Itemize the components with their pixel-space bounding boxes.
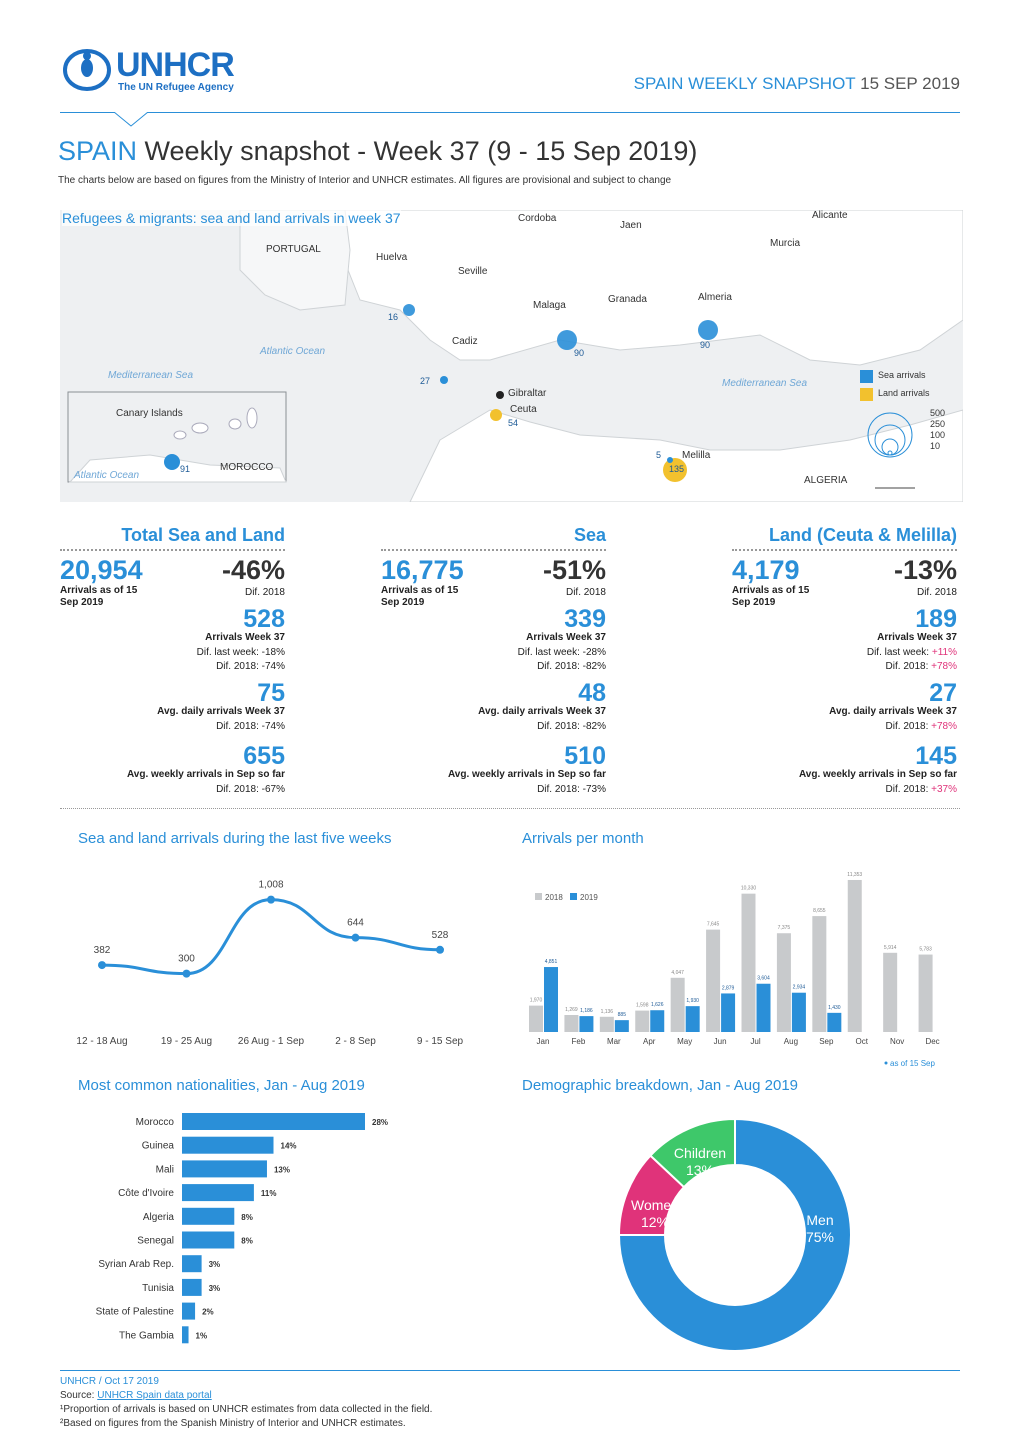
stats-divider (60, 808, 960, 809)
map-place-label: Huelva (376, 252, 408, 263)
map-place-label: Granada (608, 294, 647, 305)
line-series (102, 900, 440, 974)
map-scale-label: 100 (930, 430, 946, 440)
nationality-bar (182, 1232, 234, 1249)
sea-avg-weekly: 510 (564, 742, 606, 770)
nationality-bar (182, 1113, 365, 1130)
stats-total (60, 525, 285, 800)
title-country: SPAIN (58, 136, 138, 166)
map-scale-label: 10 (930, 441, 941, 451)
bar-2018 (564, 1015, 578, 1032)
nationality-bar (182, 1160, 267, 1177)
map-place-label: Mediterranean Sea (108, 370, 194, 381)
map-value-label: 54 (508, 418, 519, 428)
map-scale-label: 250 (930, 419, 946, 429)
sea-title: Sea (573, 525, 606, 545)
bar-2019 (721, 993, 735, 1032)
footer-note1: ¹Proportion of arrivals is based on UNHCR estimates from data collected in the field. (60, 1404, 433, 1415)
sea-week: 339 (564, 605, 606, 633)
total-week-dif-2018: Dif. 2018: -74% (216, 661, 285, 672)
nationality-bar (182, 1137, 274, 1154)
bar-data-label: 2,934 (792, 984, 806, 991)
legend-2019-swatch (570, 893, 577, 900)
bar-2019 (827, 1013, 841, 1032)
bar-data-label: 7,645 (706, 921, 720, 928)
bar-2018 (635, 1011, 649, 1032)
snapshot-date: 15 SEP 2019 (860, 74, 960, 93)
bar-x-tick: Aug (783, 1037, 799, 1046)
land-diff-label: Dif. 2018 (916, 587, 957, 598)
sea-week-dif-last: Dif. last week: -28% (517, 647, 606, 658)
map-place-label: Cordoba (518, 213, 557, 224)
bar-x-tick: Feb (571, 1037, 586, 1046)
line-x-tick: 2 - 8 Sep (335, 1036, 376, 1047)
map-place-label: Seville (458, 266, 488, 277)
bar-x-tick: May (677, 1037, 693, 1046)
bar-data-label: 1,970 (529, 997, 543, 1004)
map-place-label: Gibraltar (508, 388, 547, 399)
map-place-label: Murcia (770, 238, 801, 249)
land-week-dif-2018: Dif. 2018: +78% (885, 661, 957, 672)
total-title: Total Sea and Land (121, 525, 285, 545)
map-legend-label: Sea arrivals (878, 370, 926, 380)
total-avg-daily-label: Avg. daily arrivals Week 37 (157, 706, 285, 717)
nationality-value: 3% (208, 1283, 221, 1293)
bar-x-tick: Apr (643, 1037, 656, 1046)
nationality-value: 3% (208, 1260, 221, 1270)
bar-x-tick: Jun (713, 1037, 727, 1046)
land-week: 189 (915, 605, 957, 633)
bar-x-tick: Oct (855, 1037, 868, 1046)
line-x-tick: 26 Aug - 1 Sep (237, 1036, 305, 1047)
bar-data-label: 1,598 (635, 1002, 649, 1009)
map-title: Refugees & migrants: sea and land arrivals in week 37 (62, 210, 401, 226)
nationality-label: Côte d'Ivoire (118, 1188, 174, 1200)
map-place-label: Melilla (682, 450, 711, 461)
nationality-label: Algeria (142, 1211, 174, 1223)
page-title (58, 136, 697, 167)
nationality-value: 8% (241, 1212, 253, 1222)
map-place-label: Almeria (698, 292, 732, 303)
header-notch-icon (114, 112, 148, 128)
sea-avg-daily-label: Avg. daily arrivals Week 37 (478, 706, 606, 717)
bar-2018 (848, 880, 862, 1032)
nationality-value: 14% (280, 1141, 297, 1151)
bar-data-label: 8,655 (813, 908, 826, 915)
nationality-label: Morocco (135, 1117, 174, 1128)
map-value-label: 27 (420, 376, 431, 386)
bar-2019 (792, 993, 806, 1032)
nationality-bar (182, 1255, 202, 1272)
bar-chart-title: Arrivals per month (522, 830, 644, 847)
unhcr-emblem-icon (60, 46, 114, 92)
total-avg-weekly-label: Avg. weekly arrivals in Sep so far (126, 769, 285, 780)
bar-2019 (686, 1006, 700, 1032)
bar-x-tick: Dec (925, 1037, 940, 1046)
bar-x-tick: Jan (536, 1037, 550, 1046)
bar-data-label: 2,879 (721, 985, 735, 992)
land-title: Land (Ceuta & Melilla) (768, 525, 957, 545)
map-value-label: 90 (700, 340, 711, 350)
arrivals-map (60, 210, 963, 502)
line-x-tick: 9 - 15 Sep (416, 1036, 464, 1047)
bar-data-label: 4,851 (544, 959, 558, 966)
line-x-tick: 12 - 18 Aug (76, 1036, 128, 1047)
total-diff-label: Dif. 2018 (244, 587, 285, 598)
bar-data-label: 1,626 (650, 1002, 664, 1009)
bar-x-tick: Mar (606, 1037, 621, 1046)
map-place-label: Atlantic Ocean (74, 470, 140, 481)
nationality-bar (182, 1208, 234, 1225)
line-data-label: 528 (431, 929, 449, 941)
line-point (352, 934, 360, 942)
sea-diff-label: Dif. 2018 (565, 587, 606, 598)
map-value-label: 5 (656, 450, 662, 460)
monthly-bar-chart (515, 850, 960, 1075)
bar-x-tick: Nov (890, 1037, 905, 1046)
map-place-label: Ceuta (510, 404, 537, 415)
demographic-title: Demographic breakdown, Jan - Aug 2019 (522, 1077, 799, 1094)
bar-data-label: 1,136 (600, 1008, 614, 1015)
line-data-label: 300 (178, 953, 195, 965)
nationalities-chart (60, 1105, 460, 1355)
bar-2019 (579, 1016, 593, 1032)
map-land-shapes (60, 210, 963, 502)
nationality-label: Senegal (137, 1235, 174, 1247)
bar-2018 (706, 930, 720, 1032)
bar-data-label: 11,353 (847, 871, 863, 878)
bar-data-label: 1,430 (828, 1004, 841, 1011)
sea-diff: -51% (542, 555, 606, 585)
bar-2018 (919, 955, 933, 1032)
total-avg-daily: 75 (257, 679, 285, 707)
land-avg-weekly-label: Avg. weekly arrivals in Sep so far (798, 769, 957, 780)
total-week: 528 (243, 605, 285, 633)
title-rest: Weekly snapshot - Week 37 (9 - 15 Sep 2019) (144, 136, 698, 166)
nationality-label: The Gambia (118, 1330, 174, 1342)
bar-data-label: 1,269 (565, 1007, 578, 1014)
donut-value-label: 12% (640, 1214, 670, 1230)
bar-data-label: 7,375 (777, 925, 791, 932)
title-note: The charts below are based on figures from the Ministry of Interior and UNHCR estimates. All figures are provisional and subject to change (58, 175, 672, 186)
nationalities-title: Most common nationalities, Jan - Aug 2019 (78, 1077, 365, 1094)
line-point (183, 970, 191, 978)
sea-arrivals-label: Arrivals as of 15 Sep 2019 (381, 585, 459, 608)
line-data-label: 644 (347, 917, 364, 929)
stats-land (732, 525, 957, 800)
nationality-bar (182, 1184, 254, 1201)
bar-data-label: 885 (617, 1012, 627, 1019)
nationality-label: Mali (155, 1164, 174, 1176)
nationality-value: 28% (372, 1118, 389, 1127)
nationality-value: 13% (273, 1165, 290, 1175)
total-week-label: Arrivals Week 37 (205, 632, 285, 643)
nationality-label: State of Palestine (95, 1306, 174, 1318)
bar-2018 (777, 933, 791, 1032)
bar-2019 (615, 1020, 629, 1032)
bar-data-label: 1,186 (580, 1008, 593, 1015)
legend-2018-swatch (535, 893, 542, 900)
bar-2019 (757, 984, 771, 1032)
map-place-label: Atlantic Ocean (260, 346, 326, 357)
bar-data-label: 5,914 (883, 944, 897, 951)
map-place-label: Canary Islands (116, 408, 183, 419)
sea-week-dif-2018: Dif. 2018: -82% (537, 661, 606, 672)
nationality-bar (182, 1326, 189, 1343)
sea-avg-daily-dif: Dif. 2018: -82% (537, 721, 606, 732)
land-avg-daily-label: Avg. daily arrivals Week 37 (829, 706, 957, 717)
map-place-label: ALGERIA (804, 475, 848, 486)
land-arrivals-label: Arrivals as of 15 Sep 2019 (732, 585, 810, 608)
map-value-label: 90 (574, 348, 585, 358)
map-place-label: MOROCCO (220, 462, 274, 473)
total-arrivals: 20,954 (60, 555, 143, 585)
nationality-value: 11% (260, 1189, 277, 1199)
footer-divider (60, 1370, 960, 1371)
line-data-label: 1,008 (258, 879, 284, 891)
map-place-label: PORTUGAL (266, 244, 321, 255)
nationality-value: 2% (202, 1307, 214, 1317)
bar-2018 (600, 1017, 614, 1032)
bar-2019 (544, 967, 558, 1032)
footer-line1: UNHCR / Oct 17 2019 (60, 1376, 159, 1387)
nationality-bar (182, 1303, 195, 1320)
donut-category-label: Men (806, 1212, 834, 1228)
land-week-dif-last: Dif. last week: +11% (866, 647, 957, 658)
sea-avg-daily: 48 (578, 679, 606, 707)
map-value-label: 91 (180, 464, 191, 474)
bar-data-label: 5,783 (919, 946, 932, 953)
donut-value-label: 75% (805, 1229, 835, 1245)
logo-name: UNHCR (116, 46, 234, 84)
sea-week-label: Arrivals Week 37 (526, 632, 606, 643)
bar-2019 (650, 1010, 664, 1032)
map-value-label: 16 (388, 312, 399, 322)
map-value-label: 135 (669, 464, 685, 474)
footer-source: Source: UNHCR Spain data portal (60, 1390, 212, 1401)
legend-2018-label: 2018 (545, 893, 563, 902)
map-place-label: Malaga (533, 300, 566, 311)
sea-arrivals: 16,775 (381, 555, 464, 585)
map-legend-label: Land arrivals (878, 388, 930, 398)
total-avg-weekly-dif: Dif. 2018: -67% (216, 784, 285, 795)
bar-2018 (883, 953, 897, 1032)
map-place-label: Alicante (812, 210, 848, 221)
header-divider (60, 112, 960, 113)
source-link[interactable]: UNHCR Spain data portal (97, 1390, 212, 1401)
line-chart-title: Sea and land arrivals during the last five weeks (78, 830, 392, 847)
bar-data-label: 3,604 (757, 975, 770, 982)
map-place-label: Mediterranean Sea (722, 378, 808, 389)
nationality-label: Syrian Arab Rep. (98, 1259, 174, 1271)
total-diff: -46% (221, 555, 285, 585)
line-point (98, 961, 106, 969)
donut-category-label: Women (631, 1197, 679, 1213)
bar-2018 (812, 916, 826, 1032)
snapshot-label: SPAIN WEEKLY SNAPSHOT (633, 74, 856, 93)
nationality-bar (182, 1279, 202, 1296)
line-chart (60, 850, 480, 1070)
stats-sea (381, 525, 606, 800)
land-avg-weekly: 145 (915, 742, 957, 770)
sea-avg-weekly-dif: Dif. 2018: -73% (537, 784, 606, 795)
line-x-tick: 19 - 25 Aug (160, 1036, 213, 1047)
bar-footnote: as of 15 Sep (890, 1059, 935, 1068)
total-week-dif-last: Dif. last week: -18% (196, 647, 285, 658)
unhcr-logo (60, 46, 250, 96)
bar-2018 (529, 1006, 543, 1032)
land-arrivals: 4,179 (732, 555, 800, 585)
bar-data-label: 1,930 (686, 998, 699, 1005)
map-place-label: Jaen (620, 220, 642, 231)
map-scale-label: 500 (930, 408, 946, 418)
land-avg-daily: 27 (929, 679, 957, 707)
footnote-dot-icon (885, 1062, 888, 1065)
donut-category-label: Children (673, 1145, 727, 1161)
bar-data-label: 4,047 (671, 969, 684, 976)
nationality-value: 1% (195, 1331, 208, 1341)
bar-2018 (671, 978, 685, 1032)
total-avg-daily-dif: Dif. 2018: -74% (216, 721, 285, 732)
bar-x-tick: Sep (819, 1037, 834, 1046)
legend-2019-label: 2019 (580, 893, 598, 902)
demographic-donut (590, 1110, 890, 1360)
snapshot-header (634, 74, 960, 94)
map-place-label: Cadiz (452, 336, 478, 347)
land-week-label: Arrivals Week 37 (877, 632, 957, 643)
land-diff: -13% (893, 555, 957, 585)
land-avg-weekly-dif: Dif. 2018: +37% (885, 784, 957, 795)
donut-value-label: 13% (685, 1162, 715, 1178)
nationality-label: Guinea (141, 1140, 174, 1152)
line-data-label: 382 (93, 945, 111, 957)
sea-avg-weekly-label: Avg. weekly arrivals in Sep so far (447, 769, 606, 780)
line-point (267, 896, 275, 904)
land-avg-daily-dif: Dif. 2018: +78% (885, 721, 957, 732)
total-arrivals-label: Arrivals as of 15 Sep 2019 (60, 585, 138, 608)
bar-2018 (742, 894, 756, 1032)
total-avg-weekly: 655 (243, 742, 285, 770)
footer-note2: ²Based on figures from the Spanish Ministry of Interior and UNHCR estimates. (60, 1418, 406, 1429)
bar-data-label: 10,330 (740, 885, 757, 892)
nationality-label: Tunisia (142, 1282, 174, 1294)
nationality-value: 8% (241, 1236, 253, 1246)
line-point (436, 946, 444, 954)
logo-tagline: The UN Refugee Agency (118, 82, 234, 93)
bar-x-tick: Jul (750, 1037, 761, 1046)
